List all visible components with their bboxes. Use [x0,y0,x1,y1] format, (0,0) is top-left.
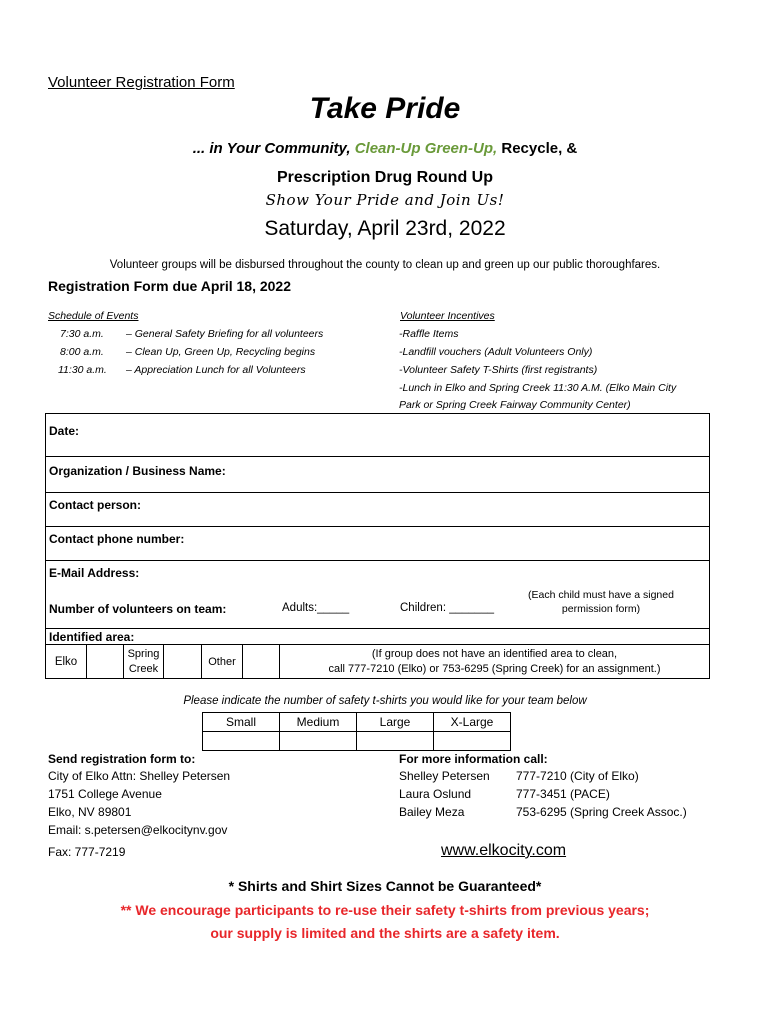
spring-creek-checkbox[interactable] [165,644,202,679]
contact-phone: 777-7210 (City of Elko) [516,769,639,783]
volunteers-row [46,590,709,629]
page-title: Take Pride [309,92,461,125]
send-fax: Fax: 777-7219 [48,845,126,859]
area-options [46,644,709,678]
event-date: Saturday, April 23rd, 2022 [264,217,506,240]
website-link[interactable]: www.elkocity.com [441,842,567,859]
children-field[interactable]: Children: _______ [400,602,494,614]
incentive-item: -Landfill vouchers (Adult Volunteers Only) [399,346,593,358]
schedule-desc-1: – General Safety Briefing for all volunteers [126,328,324,340]
elko-checkbox[interactable] [87,644,124,679]
form-label: Volunteer Registration Form [48,74,235,91]
child-permission-note [486,588,716,616]
area-note-line1: (If group does not have an identified area to clean, [371,648,618,660]
shirt-size-medium: Medium [280,713,357,732]
send-line: 1751 College Avenue [48,787,162,801]
incentive-item: -Volunteer Safety T-Shirts (first registrants) [399,364,598,376]
email-row[interactable] [46,560,709,590]
contact-phone: 753-6295 (Spring Creek Assoc.) [516,805,687,819]
incentive-item: -Raffle Items [399,328,459,340]
contact-person-label: Contact person: [49,498,142,512]
incentives-heading: Volunteer Incentives [400,310,495,322]
other-checkbox[interactable] [243,644,280,679]
info-heading: For more information call: [399,752,548,766]
shirt-size-small: Small [203,713,280,732]
schedule-desc-3: – Appreciation Lunch for all Volunteers [126,364,306,376]
reuse-note-line1: ** We encourage participants to re-use their safety t-shirts from previous years; [120,902,650,918]
contact-phone: 777-3451 (PACE) [516,787,610,801]
shirt-qty-small[interactable] [203,732,280,751]
schedule-heading: Schedule of Events [48,310,139,322]
send-line: Elko, NV 89801 [48,805,132,819]
shirt-qty-xlarge[interactable] [434,732,511,751]
due-date: Registration Form due April 18, 2022 [48,278,291,294]
area-label: Identified area: [49,630,135,644]
subtitle-suffix: Recycle, & [501,140,578,157]
volunteers-label: Number of volunteers on team: [49,602,227,616]
contact-name: Laura Oslund [399,787,472,801]
adults-field[interactable]: Adults:_____ [282,602,350,614]
tagline: Show Your Pride and Join Us! [265,191,505,209]
organization-row[interactable] [46,456,709,493]
schedule-desc-2: – Clean Up, Green Up, Recycling begins [126,346,316,358]
subtitle-line1 [0,140,770,157]
incentive-item: Park or Spring Creek Fairway Community Center) [399,399,631,411]
elko-option-label: Elko [46,644,87,679]
shirt-size-large: Large [357,713,434,732]
schedule-time-1: 7:30 a.m. [60,328,104,340]
shirts-prompt: Please indicate the number of safety t-shirts you would like for your team below [183,695,587,707]
shirt-size-xlarge: X-Large [434,713,511,732]
send-line: City of Elko Attn: Shelley Petersen [48,769,231,783]
schedule-time-2: 8:00 a.m. [60,346,104,358]
shirt-qty-large[interactable] [357,732,434,751]
send-heading: Send registration form to: [48,752,196,766]
contact-phone-label: Contact phone number: [49,532,185,546]
area-row [46,628,709,644]
contact-person-row[interactable] [46,492,709,527]
shirt-qty-medium[interactable] [280,732,357,751]
subtitle-prefix: ... in Your Community, [192,140,351,157]
area-note-line2: call 777-7210 (Elko) or 753-6295 (Spring Creek) for an assignment.) [328,663,661,675]
contact-phone-row[interactable] [46,526,709,561]
incentive-item: -Lunch in Elko and Spring Creek 11:30 A.M. (Elko Main City [399,382,677,394]
spring-line2: Creek [128,663,159,675]
date-row[interactable] [46,414,709,457]
contact-name: Bailey Meza [399,805,465,819]
email-label: E-Mail Address: [49,566,140,580]
shirts-guarantee-note: * Shirts and Shirt Sizes Cannot be Guaranteed* [228,878,542,894]
spring-creek-option-label [124,644,164,678]
spring-line1: Spring [127,648,160,660]
child-note-line1: (Each child must have a signed [528,589,674,601]
organization-label: Organization / Business Name: [49,464,226,478]
send-email: Email: s.petersen@elkocitynv.gov [48,823,228,837]
subtitle-green: Clean-Up Green-Up, [354,140,498,157]
schedule-time-3: 11:30 a.m. [58,364,107,376]
other-option-label: Other [202,644,243,679]
registration-form-box [45,413,710,679]
date-label: Date: [49,424,80,438]
subtitle-line2: Prescription Drug Round Up [277,169,493,186]
child-note-line2: permission form) [561,603,641,615]
shirt-size-table [202,712,511,751]
reuse-note-line2: our supply is limited and the shirts are a safety item. [210,925,560,941]
intro-text: Volunteer groups will be disbursed throughout the county to clean up and green up our public thoroughfares. [109,259,661,271]
area-assignment-note [280,644,709,678]
contact-name: Shelley Petersen [399,769,490,783]
